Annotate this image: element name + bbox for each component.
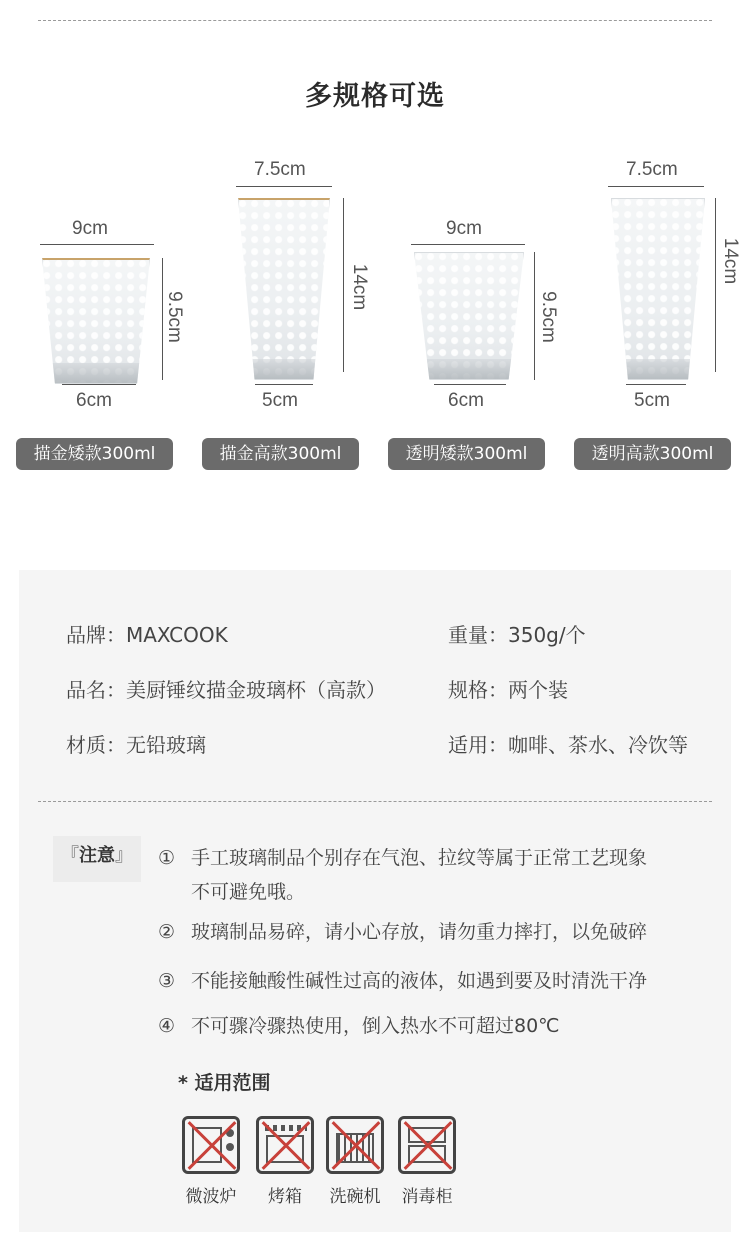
- oven-label: 烤箱: [268, 1187, 302, 1207]
- cup-height: 9.5cm: [537, 291, 559, 343]
- spec-name: 品名：美厨锤纹描金玻璃杯（高款）: [66, 678, 386, 702]
- notice-item: ④ 不可骤冷骤热使用，倒入热水不可超过80℃: [158, 1015, 560, 1037]
- microwave-icon: [182, 1116, 240, 1174]
- cup-height: 9.5cm: [163, 291, 185, 343]
- variant-gold-tall[interactable]: 描金高款300ml: [202, 438, 359, 470]
- cup-bottom-width: 5cm: [262, 390, 298, 411]
- variant-clear-short[interactable]: 透明矮款300ml: [388, 438, 545, 470]
- dimension-line: [40, 244, 154, 245]
- cup-bottom-width: 5cm: [634, 390, 670, 411]
- notice-label: 『注意』: [53, 836, 141, 882]
- section-title: [0, 74, 750, 113]
- dimension-line: [434, 384, 506, 385]
- dimension-line: [255, 384, 313, 385]
- dimension-line: [236, 186, 332, 187]
- spec-weight: 重量：350g/个: [448, 623, 586, 647]
- cup-bottom-width: 6cm: [76, 390, 112, 411]
- dimension-line: [608, 186, 704, 187]
- cup-height: 14cm: [720, 237, 742, 285]
- variant-gold-short[interactable]: 描金矮款300ml: [16, 438, 173, 470]
- heading: 多规格可选: [305, 81, 445, 112]
- notice-item-continued: 不可避免哦。: [191, 881, 306, 903]
- usage-scope-title: * 适用范围: [178, 1072, 271, 1094]
- disinfection-cabinet-label: 消毒柜: [401, 1187, 453, 1207]
- info-divider: [38, 801, 712, 802]
- cup-top-width: 9cm: [72, 218, 108, 239]
- dimension-line: [62, 384, 136, 385]
- spec-brand: 品牌：MAXCOOK: [66, 623, 228, 647]
- cup-gold-tall: [238, 198, 330, 380]
- microwave-label: 微波炉: [185, 1187, 237, 1207]
- dishwasher-icon: [326, 1116, 384, 1174]
- cup-clear-tall: [611, 198, 705, 380]
- cup-top-width: 7.5cm: [254, 159, 306, 180]
- cup-clear-short: [414, 252, 524, 380]
- spec-material: 材质：无铅玻璃: [66, 733, 206, 757]
- cup-bottom-width: 6cm: [448, 390, 484, 411]
- notice-item: ② 玻璃制品易碎，请小心存放，请勿重力摔打，以免破碎: [158, 921, 648, 943]
- top-divider: [38, 20, 712, 21]
- notice-item: ③ 不能接触酸性碱性过高的液体，如遇到要及时清洗干净: [158, 970, 648, 992]
- dimension-line: [411, 244, 525, 245]
- dishwasher-label: 洗碗机: [329, 1187, 381, 1207]
- cup-height: 14cm: [349, 263, 371, 311]
- dimension-line: [715, 198, 716, 372]
- dimension-line: [626, 384, 686, 385]
- notice-title: 注意: [79, 845, 115, 866]
- cup-top-width: 9cm: [446, 218, 482, 239]
- dimension-line: [534, 252, 535, 380]
- notice-item: ① 手工玻璃制品个别存在气泡、拉纹等属于正常工艺现象: [158, 847, 648, 869]
- cup-top-width: 7.5cm: [626, 159, 678, 180]
- spec-package: 规格：两个装: [448, 678, 568, 702]
- variant-clear-tall[interactable]: 透明高款300ml: [574, 438, 731, 470]
- oven-icon: [256, 1116, 314, 1174]
- dimension-line: [343, 198, 344, 372]
- cup-gold-short: [42, 258, 150, 384]
- spec-usage: 适用：咖啡、茶水、冷饮等: [448, 733, 688, 757]
- disinfection-cabinet-icon: [398, 1116, 456, 1174]
